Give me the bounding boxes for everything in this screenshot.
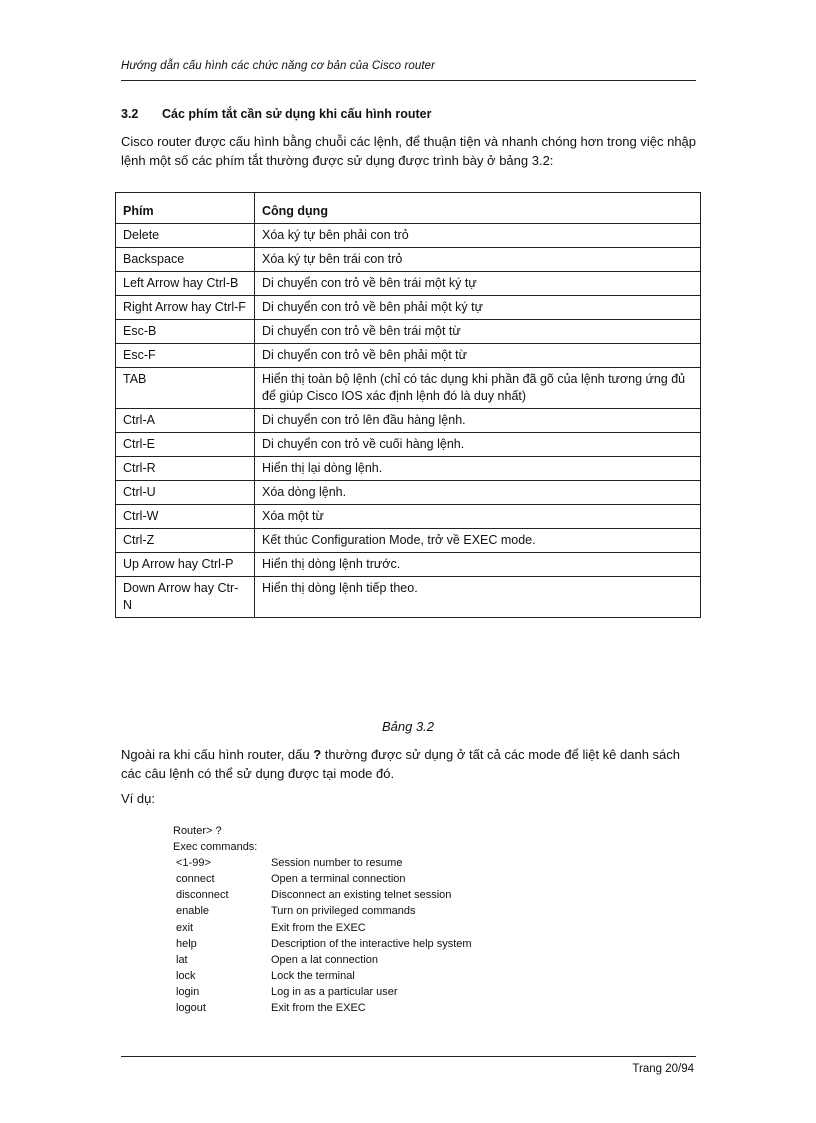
code-command-description: Log in as a particular user [271, 985, 398, 998]
code-line [173, 920, 472, 936]
table-row [116, 409, 701, 433]
code-command-name: lat [176, 953, 188, 966]
table-caption: Bảng 3.2 [381, 719, 435, 734]
table-row [116, 368, 701, 409]
table-body [116, 224, 701, 618]
section-number: 3.2 [121, 107, 139, 121]
footer-divider [121, 1056, 696, 1057]
code-line [173, 984, 472, 1000]
code-prompt: Router> ? [173, 825, 222, 837]
shortcut-usage-cell: Hiển thị dòng lệnh tiếp theo. [255, 577, 701, 618]
header-divider [121, 80, 696, 81]
code-line [173, 871, 472, 887]
code-line [173, 887, 472, 903]
code-line [173, 1000, 472, 1016]
code-command-name: login [176, 985, 200, 998]
shortcut-usage-cell: Hiển thị toàn bộ lệnh (chỉ có tác dụng khi phần đã gõ của lệnh tương ứng đủ để giúp Cisco IOS xác định lệnh đó là duy nhất) [255, 368, 701, 409]
shortcut-key-cell: Ctrl-U [116, 481, 255, 505]
shortcut-key-cell: Right Arrow hay Ctrl-F [116, 296, 255, 320]
table-row [116, 272, 701, 296]
shortcut-usage-cell: Xóa dòng lệnh. [255, 481, 701, 505]
table-row [116, 505, 701, 529]
table-row [116, 344, 701, 368]
code-command-name: enable [176, 905, 210, 918]
code-command-name: lock [176, 969, 196, 982]
code-command-list [173, 855, 472, 1016]
code-command-description: Disconnect an existing telnet session [271, 889, 452, 902]
shortcut-usage-cell: Di chuyển con trỏ lên đầu hàng lệnh. [255, 409, 701, 433]
table-row [116, 296, 701, 320]
table-row [116, 320, 701, 344]
shortcut-usage-cell: Hiển thị lại dòng lệnh. [255, 457, 701, 481]
running-header: Hướng dẫn cấu hình các chức năng cơ bản của Cisco router [121, 60, 436, 72]
shortcut-usage-cell: Xóa một từ [255, 505, 701, 529]
question-mark-symbol: ? [313, 747, 322, 762]
page-number: Trang 20/94 [632, 1063, 694, 1075]
shortcut-key-cell: Esc-B [116, 320, 255, 344]
code-command-description: Turn on privileged commands [271, 905, 416, 918]
shortcut-key-cell: TAB [116, 368, 255, 409]
shortcut-key-cell: Ctrl-E [116, 433, 255, 457]
table-row [116, 529, 701, 553]
code-command-name: logout [176, 1002, 206, 1015]
code-command-description: Description of the interactive help system [271, 937, 472, 950]
shortcut-key-cell: Ctrl-A [116, 409, 255, 433]
shortcut-key-cell: Ctrl-Z [116, 529, 255, 553]
code-command-description: Open a lat connection [271, 953, 379, 966]
shortcut-key-cell: Ctrl-W [116, 505, 255, 529]
code-command-description: Exit from the EXEC [271, 1002, 366, 1015]
shortcut-key-cell: Ctrl-R [116, 457, 255, 481]
section-heading [121, 107, 432, 121]
code-heading: Exec commands: [173, 841, 258, 854]
shortcut-usage-cell: Di chuyển con trỏ về cuối hàng lệnh. [255, 433, 701, 457]
code-example [173, 823, 472, 1016]
code-command-description: Session number to resume [271, 857, 403, 870]
code-command-name: exit [176, 921, 194, 934]
shortcut-key-cell: Down Arrow hay Ctr-N [116, 577, 255, 618]
help-paragraph-text-start: Ngoài ra khi cấu hình router, dấu [121, 747, 314, 762]
shortcut-key-cell: Backspace [116, 248, 255, 272]
code-command-name: help [176, 937, 197, 950]
help-paragraph-text-end: thường được sử dụng ở tất cả các mode để liệt kê danh sách các câu lệnh có thể sử dụng được tại mode đó. [121, 747, 681, 781]
section-title: Các phím tắt cần sử dụng khi cấu hình router [162, 107, 432, 121]
shortcut-key-cell: Esc-F [116, 344, 255, 368]
shortcut-usage-cell: Di chuyển con trỏ về bên trái một từ [255, 320, 701, 344]
table-row [116, 553, 701, 577]
code-line [173, 903, 472, 919]
code-command-description: Open a terminal connection [271, 873, 406, 886]
table-row [116, 224, 701, 248]
table-row [116, 481, 701, 505]
table-row [116, 577, 701, 618]
code-command-description: Exit from the EXEC [271, 921, 366, 934]
shortcut-usage-cell: Xóa ký tự bên phải con trỏ [255, 224, 701, 248]
shortcut-usage-cell: Di chuyển con trỏ về bên trái một ký tự [255, 272, 701, 296]
code-line [173, 952, 472, 968]
table-row [116, 457, 701, 481]
code-line [173, 968, 472, 984]
example-label: Ví dụ: [121, 791, 155, 806]
code-command-name: disconnect [176, 889, 229, 902]
shortcut-key-cell: Up Arrow hay Ctrl-P [116, 553, 255, 577]
code-line [173, 855, 472, 871]
shortcut-key-cell: Left Arrow hay Ctrl-B [116, 272, 255, 296]
shortcut-usage-cell: Di chuyển con trỏ về bên phải một ký tự [255, 296, 701, 320]
table-header-row [116, 193, 701, 224]
column-header-usage: Công dụng [255, 193, 701, 224]
shortcut-usage-cell: Xóa ký tự bên trái con trỏ [255, 248, 701, 272]
column-header-key: Phím [116, 193, 255, 224]
code-command-description: Lock the terminal [271, 969, 355, 982]
intro-paragraph: Cisco router được cấu hình bằng chuỗi các lệnh, để thuận tiện và nhanh chóng hơn trong việc nhập lệnh một số các phím tắt thường được sử dụng được trình bày ở bảng 3.2: [121, 134, 697, 168]
shortcut-table [115, 192, 701, 618]
shortcut-usage-cell: Di chuyển con trỏ về bên phải một từ [255, 344, 701, 368]
code-command-name: <1-99> [176, 857, 211, 870]
help-paragraph [121, 745, 701, 783]
code-line [173, 936, 472, 952]
table-row [116, 433, 701, 457]
shortcut-usage-cell: Hiển thị dòng lệnh trước. [255, 553, 701, 577]
code-command-name: connect [176, 873, 215, 886]
table-row [116, 248, 701, 272]
shortcut-key-cell: Delete [116, 224, 255, 248]
shortcut-usage-cell: Kết thúc Configuration Mode, trở về EXEC mode. [255, 529, 701, 553]
